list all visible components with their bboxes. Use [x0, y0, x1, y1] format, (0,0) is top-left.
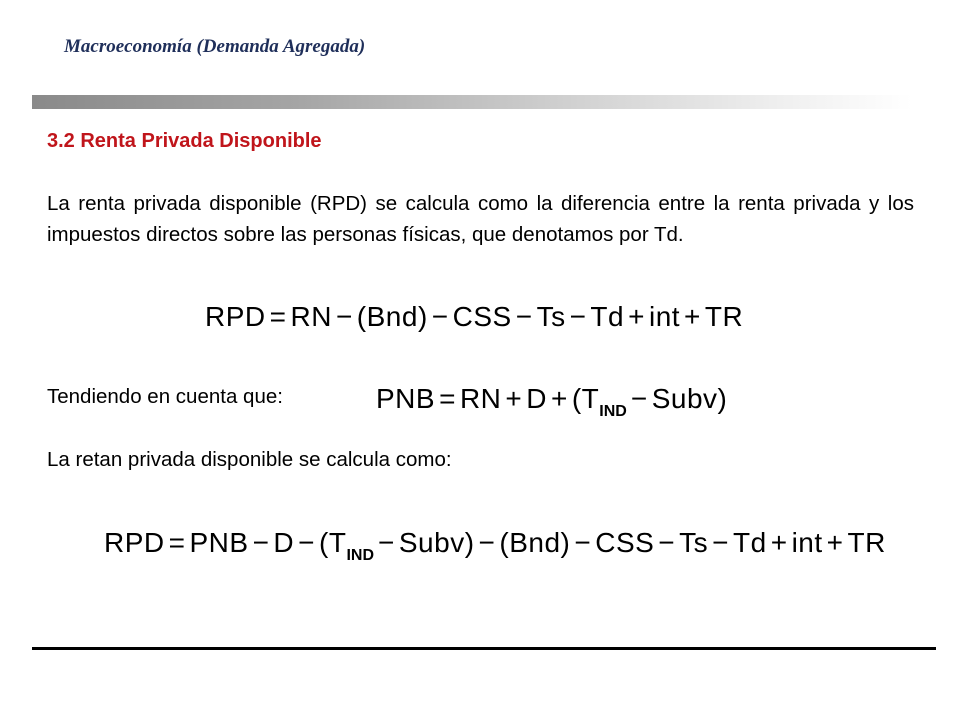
formula-paren: ): [464, 527, 475, 558]
formula-operator: =: [168, 527, 186, 558]
formula-operator: −: [478, 527, 496, 558]
formula-term: Td: [590, 301, 625, 332]
formula-operator: −: [298, 527, 316, 558]
formula-operator: +: [628, 301, 645, 332]
formula-term: TR: [847, 527, 886, 558]
intro-text-rpd: La retan privada disponible se calcula como:: [47, 448, 452, 471]
footer-divider: [32, 647, 936, 650]
formula-paren: (: [571, 383, 582, 414]
formula-term: Subv: [398, 527, 465, 558]
formula-term: Td: [733, 527, 767, 558]
formula-term: int: [648, 301, 681, 332]
formula-operator: −: [252, 527, 270, 558]
formula-term: (Bnd): [499, 527, 571, 558]
formula-term: CSS: [452, 301, 512, 332]
formula-term: T: [328, 527, 347, 558]
definition-paragraph: La renta privada disponible (RPD) se calcula como la diferencia entre la renta privada y los impuestos directos sobre las personas físicas, que denotamos por Td.: [47, 192, 914, 246]
formula-rpd-from-pnb: [104, 527, 886, 565]
formula-term: PNB: [189, 527, 249, 558]
formula-term: T: [581, 383, 600, 414]
formula-term: RPD: [104, 527, 165, 558]
formula-paren: (: [319, 527, 329, 558]
formula-operator: −: [712, 527, 730, 558]
formula-subscript: IND: [346, 547, 375, 564]
formula-operator: −: [431, 301, 449, 332]
formula-operator: −: [378, 527, 395, 558]
formula-operator: +: [770, 527, 788, 558]
section-title: 3.2 Renta Privada Disponible: [47, 130, 322, 152]
formula-operator: +: [505, 383, 523, 414]
formula-subscript: IND: [599, 403, 627, 420]
formula-term: Ts: [679, 527, 709, 558]
formula-operator: −: [658, 527, 676, 558]
formula-operator: −: [569, 301, 587, 332]
formula-term: RN: [459, 383, 502, 414]
formula-operator: +: [826, 527, 844, 558]
formula-term: RPD: [205, 301, 266, 332]
formula-operator: −: [335, 301, 353, 332]
formula-operator: +: [550, 383, 568, 414]
formula-term: Subv: [651, 383, 718, 414]
formula-operator: =: [269, 301, 287, 332]
formula-operator: −: [574, 527, 592, 558]
formula-term: RN: [290, 301, 332, 332]
formula-term: CSS: [595, 527, 655, 558]
formula-term: (Bnd): [356, 301, 428, 332]
intro-text-pnb: Tendiendo en cuenta que:: [47, 385, 283, 408]
formula-operator: −: [630, 383, 648, 414]
formula-paren: ): [717, 383, 728, 414]
formula-operator: +: [684, 301, 701, 332]
formula-pnb: [376, 383, 727, 421]
formula-operator: −: [515, 301, 533, 332]
formula-term: int: [791, 527, 823, 558]
formula-term: TR: [704, 301, 744, 332]
formula-operator: =: [439, 383, 456, 414]
slide-header-title: Macroeconomía (Demanda Agregada): [64, 36, 366, 57]
formula-rpd-definition: [205, 301, 743, 333]
header-gradient-bar: [32, 95, 912, 109]
formula-term: PNB: [376, 383, 436, 414]
formula-term: D: [273, 527, 295, 558]
formula-term: D: [526, 383, 547, 414]
formula-term: Ts: [536, 301, 566, 332]
